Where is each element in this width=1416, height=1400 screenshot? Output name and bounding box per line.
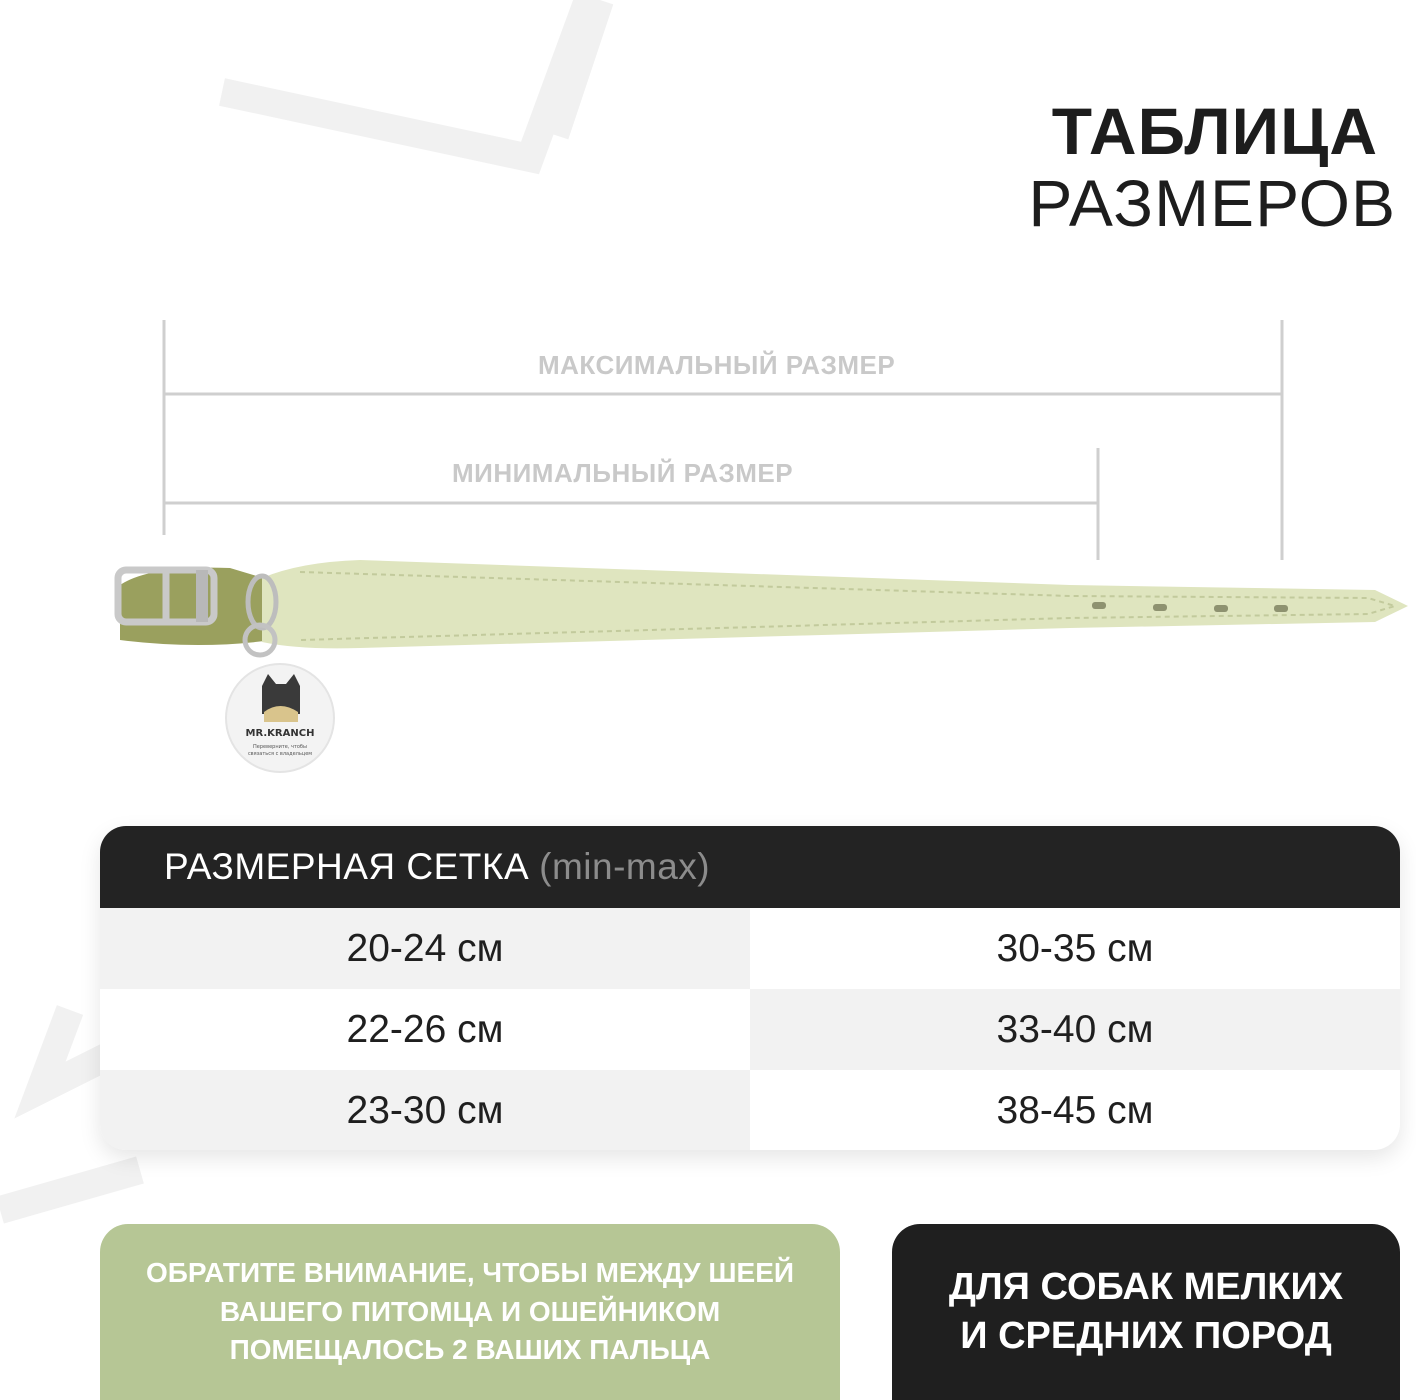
title-line-light: РАЗМЕРОВ xyxy=(1028,166,1396,240)
size-cell: 22-26 см xyxy=(346,1007,504,1051)
size-cell: 23-30 см xyxy=(100,1070,750,1150)
max-size-label: МАКСИМАЛЬНЫЙ РАЗМЕР xyxy=(538,350,896,380)
size-cell: 30-35 см xyxy=(996,926,1154,970)
size-table-body xyxy=(100,908,1400,1150)
collar-strap xyxy=(262,560,1408,648)
size-cell: 20-24 см xyxy=(100,908,750,989)
title-line-bold: ТАБЛИЦА xyxy=(1051,94,1378,168)
size-cell: 33-40 см xyxy=(750,989,1400,1070)
svg-text:Переверните, чтобы: Переверните, чтобы xyxy=(253,744,307,750)
fit-note-box xyxy=(100,1224,840,1400)
fit-note-text: ОБРАТИТЕ ВНИМАНИЕ, ЧТОБЫ МЕЖДУ ШЕЕЙ ВАШЕГО ПИТОМЦА И ОШЕЙНИКОМ ПОМЕЩАЛОСЬ 2 ВАШИХ ПАЛЬЦА xyxy=(145,1257,794,1366)
breed-box xyxy=(892,1224,1400,1400)
min-size-label: МИНИМАЛЬНЫЙ РАЗМЕР xyxy=(452,458,794,488)
tag-brand: MR.KRANCH xyxy=(245,728,315,739)
size-cell: 38-45 см xyxy=(996,1088,1154,1132)
breed-text: ДЛЯ СОБАК МЕЛКИХ И СРЕДНИХ ПОРОД xyxy=(948,1265,1344,1357)
size-table-heading-note: (min-max) xyxy=(539,846,711,887)
svg-text:связаться с владельцем: связаться с владельцем xyxy=(247,751,313,757)
size-table-heading: РАЗМЕРНАЯ СЕТКА xyxy=(164,846,530,887)
size-table xyxy=(100,826,1400,1150)
size-table-header xyxy=(100,826,1400,908)
